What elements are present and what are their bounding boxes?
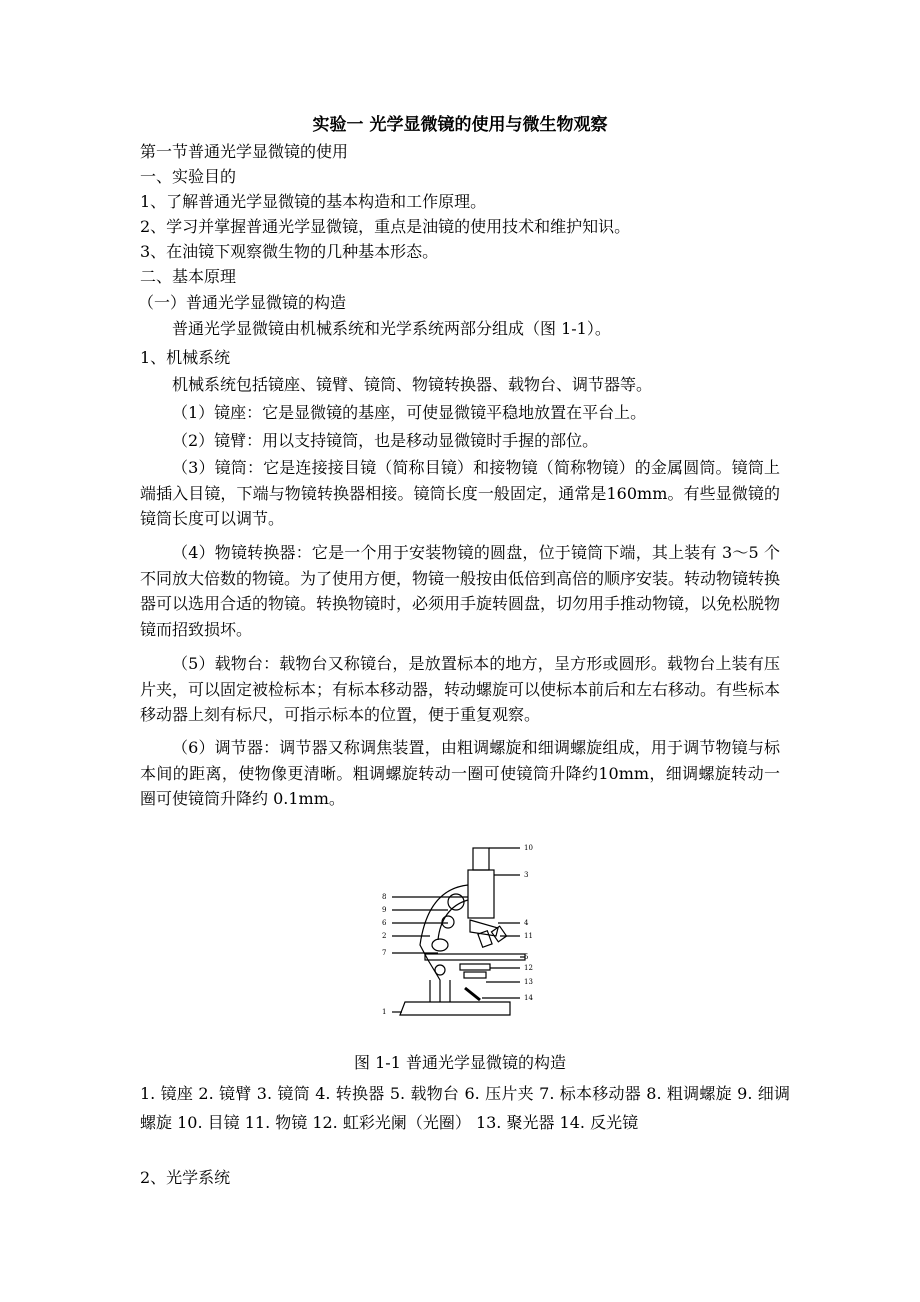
sub-heading-structure: （一）普通光学显微镜的构造 [138,293,347,312]
nosepiece-shape [470,920,498,936]
item-nosepiece: （4）物镜转换器：它是一个用于安装物镜的圆盘，位于镜筒下端，其上装有 3～5 个不同放大倍数的物镜。为了使用方便，物镜一般按由低倍到高倍的顺序安装。转动物镜转换器可以选用合适的物镜。转换物镜时，必须用手旋转圆盘，切勿用手推动物镜，以免松脱物镜而招致损坏。 [140,543,781,639]
label-13: 13 [524,978,533,986]
label-4: 4 [524,919,529,927]
item-adjuster: （6）调节器：调节器又称调焦装置，由粗调螺旋和细调螺旋组成，用于调节物镜与标本间的距离，使物像更清晰。粗调螺旋转动一圈可使镜筒升降约10mm，细调螺旋转动一圈可使镜筒升降约 0.1mm。 [140,738,780,809]
condenser-shape [464,972,486,978]
mirror-shape [465,988,480,1000]
label-9: 9 [382,906,387,914]
base-shape [400,1002,510,1015]
clip-shape [432,939,448,951]
eyepiece-shape [473,848,489,870]
label-11: 11 [524,932,533,940]
item-tube: （3）镜筒：它是连接接目镜（简称目镜）和接物镜（简称物镜）的金属圆筒。镜筒上端插入目镜，下端与物镜转换器相接。镜筒长度一般固定，通常是160mm。有些显微镜的镜筒长度可以调节。 [140,458,780,529]
tube-shape [468,870,494,918]
iris-shape [460,964,490,970]
microscope-diagram [370,840,550,1025]
label-3: 3 [524,871,529,879]
aim-item: 1、了解普通光学显微镜的基本构造和工作原理。 [140,192,487,211]
label-10: 10 [524,844,533,852]
label-5: 5 [524,953,529,961]
label-8: 8 [382,893,387,901]
mech-heading: 1、机械系统 [140,348,231,367]
item-arm: （2）镜臂：用以支持镜筒，也是移动显微镜时手握的部位。 [172,431,599,450]
figure-caption: 图 1-1 普通光学显微镜的构造 [354,1053,566,1072]
label-6: 6 [382,919,387,927]
intro-paragraph: 普通光学显微镜由机械系统和光学系统两部分组成（图 1-1）。 [172,319,611,338]
label-2: 2 [382,932,387,940]
item-stage: （5）载物台：载物台又称镜台，是放置标本的地方，呈方形或圆形。载物台上装有压片夹，可以固定被检标本；有标本移动器，转动螺旋可以使标本前后和左右移动。有些标本移动器上刻有标尺，可指示标本的位置，便于重复观察。 [140,654,781,725]
label-12: 12 [524,964,533,972]
stage-shape [425,954,525,960]
objective-shape [478,931,492,948]
heading-principle: 二、基本原理 [140,267,237,286]
label-7: 7 [382,949,387,957]
label-14: 14 [524,994,533,1002]
item-base: （1）镜座：它是显微镜的基座，可使显微镜平稳地放置在平台上。 [172,403,647,422]
label-1: 1 [382,1008,387,1016]
heading-aims: 一、实验目的 [140,167,237,186]
aim-item: 3、在油镜下观察微生物的几种基本形态。 [140,242,439,261]
fine-knob-shape [442,916,454,928]
page-title: 实验一 光学显微镜的使用与微生物观察 [312,115,608,135]
section-heading: 第一节普通光学显微镜的使用 [140,142,349,161]
aim-item: 2、学习并掌握普通光学显微镜，重点是油镜的使用技术和维护知识。 [140,217,631,236]
figure-legend: 1. 镜座 2. 镜臂 3. 镜筒 4. 转换器 5. 载物台 6. 压片夹 7. 标本移动器 8. 粗调螺旋 9. 细调螺旋 10. 目镜 11. 物镜 12. 虹彩光阑（光圈） 13. 聚光器 14. 反光镜 [140,1084,790,1132]
optical-heading: 2、光学系统 [140,1168,231,1187]
mech-intro: 机械系统包括镜座、镜臂、镜筒、物镜转换器、载物台、调节器等。 [172,375,653,394]
